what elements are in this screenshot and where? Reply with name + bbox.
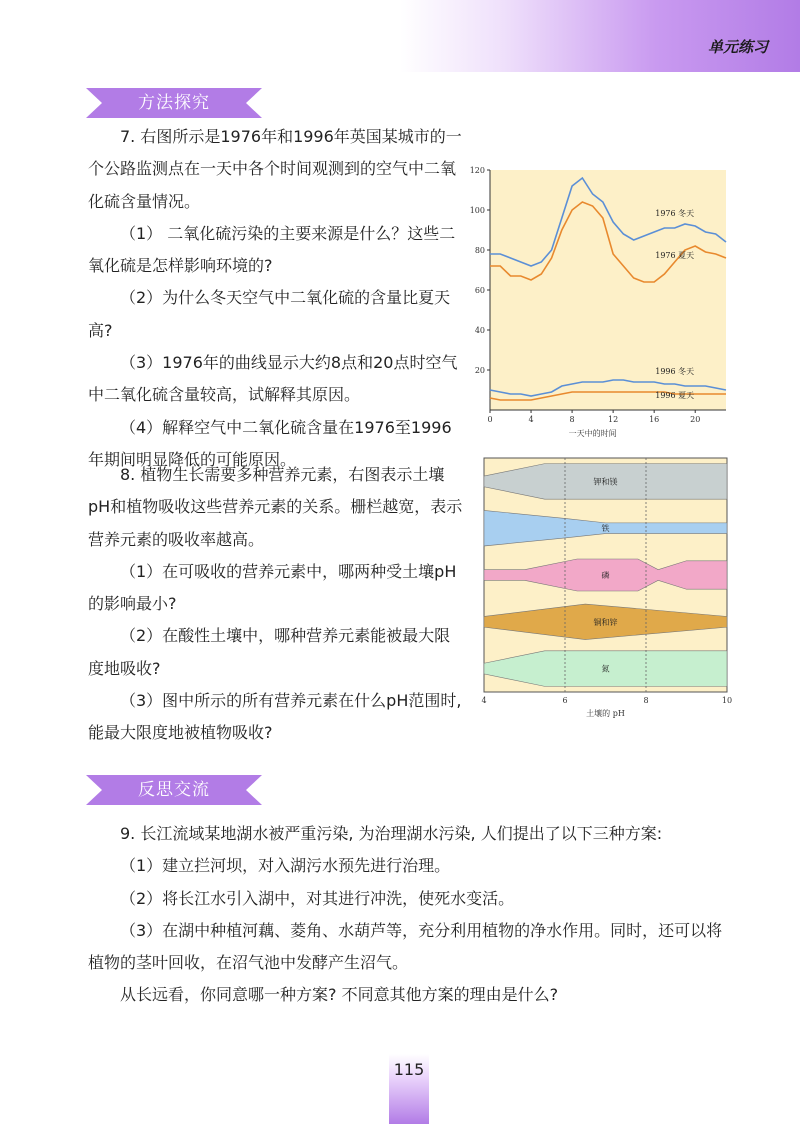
question-9-option1: （1）建立拦河坝，对入湖污水预先进行治理。 xyxy=(120,856,451,876)
series-label: 1996 夏天 xyxy=(655,391,695,400)
ph-chart-svg xyxy=(480,456,736,722)
y-tick-label: 80 xyxy=(474,246,485,255)
x-tick-label: 16 xyxy=(649,415,660,424)
nutrient-label: 钾和镁 xyxy=(593,477,618,487)
nutrient-label: 氮 xyxy=(601,664,610,674)
question-9-option2: （2）将长江水引入湖中，对其进行冲洗，使死水变活。 xyxy=(120,888,515,908)
page-number-tab xyxy=(389,1054,429,1124)
section-title: 反思交流 xyxy=(138,780,210,800)
question-7-part1: （1） 二氧化硫污染的主要来源是什么？这些二氧化硫是怎样影响环境的? xyxy=(88,223,456,276)
section-banner-reflect xyxy=(86,775,262,805)
question-8-stem: 8. 植物生长需要多种营养元素，右图表示土壤pH和植物吸收这些营养元素的关系。栅栏越宽，表示营养元素的吸收率越高。 xyxy=(88,465,463,549)
x-tick-label: 12 xyxy=(608,415,619,424)
x-tick-label: 4 xyxy=(528,415,534,424)
x-tick-label: 8 xyxy=(569,415,575,424)
series-label: 1976 冬天 xyxy=(655,209,695,218)
x-axis-label: 一天中的时间 xyxy=(568,429,617,438)
question-8-part3: （3）图中所示的所有营养元素在什么pH范围时, 能最大限度地被植物吸收? xyxy=(88,691,462,743)
x-axis-label: 土壤的 pH xyxy=(586,709,625,718)
question-8-part1: （1）在可吸收的营养元素中，哪两种受土壤pH的影响最小? xyxy=(88,561,457,614)
question-9-option3: （3）在湖中种植河藕、菱角、水葫芦等，充分利用植物的净水作用。同时，还可以将植物的茎叶回收，在沼气池中发酵产生沼气。 xyxy=(88,920,723,973)
question-7-part2: （2）为什么冬天空气中二氧化硫的含量比夏天高? xyxy=(88,288,451,340)
question-9 xyxy=(88,818,736,1012)
x-tick-label: 4 xyxy=(481,696,487,705)
so2-chart-svg xyxy=(462,160,732,445)
question-7-stem: 7. 右图所示是1976年和1996年英国某城市的一个公路监测点在一天中各个时间观测到的空气中二氧化硫含量情况。 xyxy=(88,127,462,211)
question-7 xyxy=(88,121,465,476)
question-8 xyxy=(88,459,465,750)
x-tick-label: 0 xyxy=(487,415,493,424)
page-number: 115 xyxy=(393,1060,425,1079)
y-tick-label: 100 xyxy=(469,206,485,215)
x-tick-label: 6 xyxy=(562,696,568,705)
nutrient-label: 铁 xyxy=(601,524,610,534)
y-tick-label: 120 xyxy=(469,166,485,175)
question-9-stem: 9. 长江流域某地湖水被严重污染, 为治理湖水污染, 人们提出了以下三种方案: xyxy=(120,824,663,843)
so2-line-chart xyxy=(462,160,732,449)
soil-ph-chart xyxy=(480,456,736,726)
x-tick-label: 8 xyxy=(643,696,649,705)
question-7-part3: （3）1976年的曲线显示大约8点和20点时空气中二氧化硫含量较高，试解释其原因。 xyxy=(88,353,458,405)
section-banner-method xyxy=(86,88,262,118)
question-9-ask: 从长远看，你同意哪一种方案? 不同意其他方案的理由是什么? xyxy=(120,985,559,1005)
y-tick-label: 20 xyxy=(474,366,485,375)
section-title: 方法探究 xyxy=(138,93,210,113)
series-label: 1976 夏天 xyxy=(655,251,695,260)
x-tick-label: 20 xyxy=(690,415,701,424)
series-label: 1996 冬天 xyxy=(655,367,695,376)
y-tick-label: 40 xyxy=(474,326,485,335)
question-8-part2: （2）在酸性土壤中，哪种营养元素能被最大限度地吸收? xyxy=(88,626,451,678)
nutrient-label: 铜和锌 xyxy=(593,617,618,627)
nutrient-label: 磷 xyxy=(601,571,610,580)
unit-title: 单元练习 xyxy=(707,38,768,56)
y-tick-label: 60 xyxy=(474,286,485,295)
x-tick-label: 10 xyxy=(721,696,733,705)
question-7-part4: （4）解释空气中二氧化硫含量在1976至1996年期间明显降低的可能原因。 xyxy=(88,417,452,469)
header-bar xyxy=(0,0,800,72)
